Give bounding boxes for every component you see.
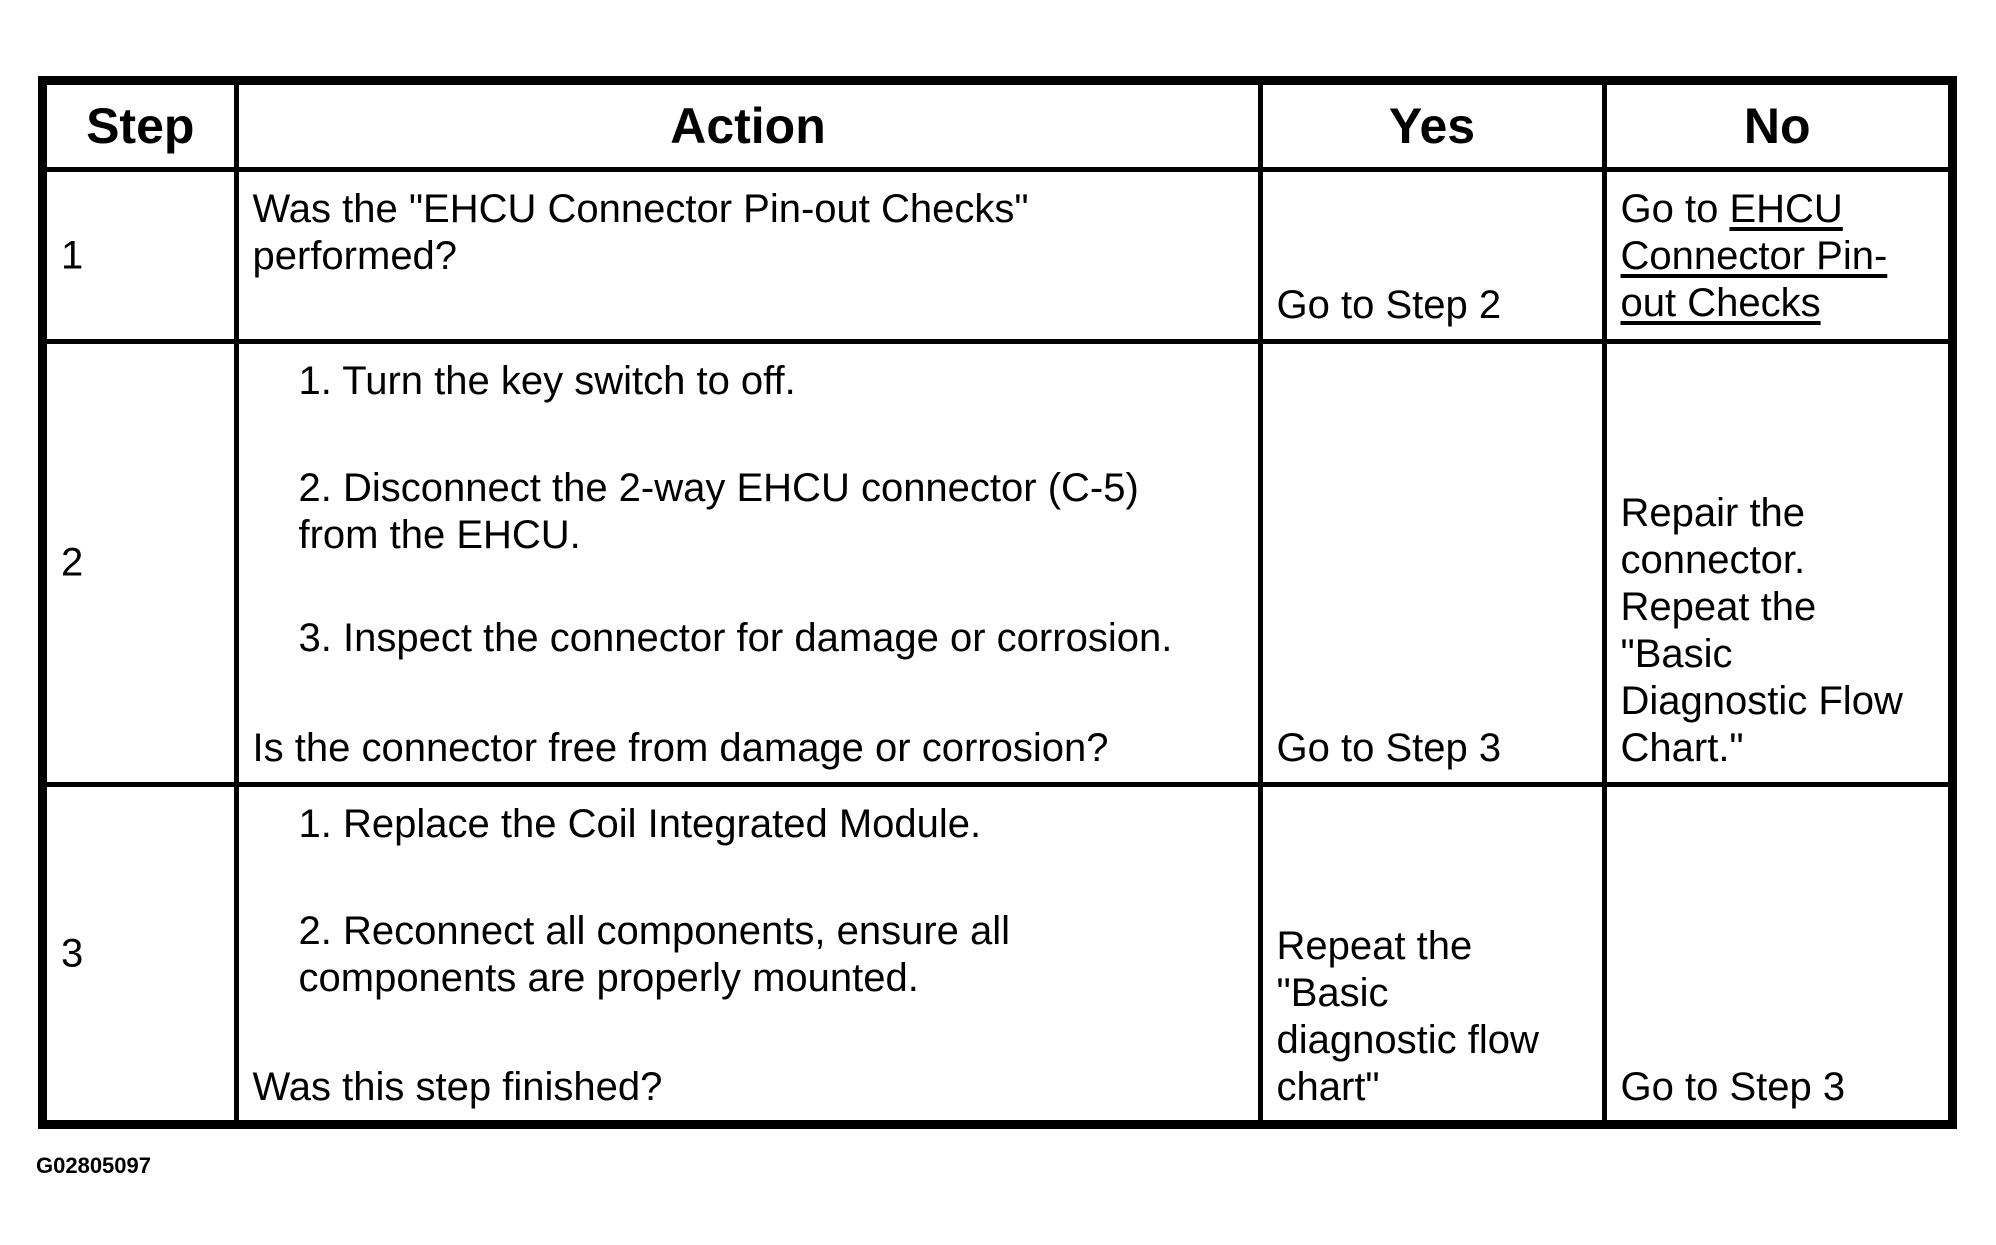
table-row-step-2	[47, 342, 1948, 785]
action-cell	[236, 342, 1260, 785]
ehcu-pinout-link[interactable]: EHCU	[1729, 187, 1843, 231]
action-question	[253, 186, 1250, 280]
table-row-step-3	[47, 785, 1948, 1121]
yes-line: "Basic	[1276, 970, 1389, 1015]
no-cell	[1604, 342, 1948, 785]
yes-line: Repeat the	[1276, 923, 1473, 968]
figure-id: G02805097	[36, 1153, 151, 1178]
substep-line: components are properly mounted.	[298, 956, 919, 1000]
yes-result	[1277, 923, 1594, 1111]
no-line: Chart."	[1620, 726, 1744, 770]
header-no: No	[1604, 85, 1948, 170]
substep-line: from the EHCU.	[298, 513, 581, 557]
substep-item	[299, 465, 1248, 559]
step-number: 2	[61, 540, 84, 585]
substep-line: 1. Replace the Coil Integrated Module.	[298, 802, 982, 846]
no-prefix: Go to	[1620, 187, 1719, 231]
header-step: Step	[47, 85, 236, 170]
yes-result: Go to Step 3	[1276, 726, 1502, 770]
diagnostic-table-frame	[38, 76, 1957, 1129]
action-content	[253, 358, 1248, 772]
no-result	[1621, 490, 1941, 772]
step-number: 3	[61, 931, 84, 976]
substep-item	[299, 908, 1248, 1002]
action-cell	[236, 170, 1260, 342]
ehcu-pinout-link-line-3[interactable]: out Checks	[1620, 281, 1821, 325]
header-row	[47, 85, 1948, 170]
no-cell	[1604, 785, 1948, 1121]
yes-line: diagnostic flow	[1276, 1017, 1539, 1062]
no-result: Go to Step 3	[1620, 1064, 1846, 1109]
yes-result: Go to Step 2	[1276, 283, 1502, 327]
no-line: "Basic	[1620, 632, 1733, 676]
action-question: Is the connector free from damage or corrosion?	[252, 726, 1109, 770]
no-line	[1621, 186, 1941, 233]
step-cell	[47, 170, 236, 342]
yes-cell	[1260, 342, 1604, 785]
action-question: Was this step finished?	[252, 1064, 663, 1109]
ehcu-pinout-link-line-2[interactable]: Connector Pin-	[1620, 234, 1888, 278]
yes-line: chart"	[1276, 1064, 1380, 1109]
step-cell	[47, 342, 236, 785]
no-cell	[1604, 170, 1948, 342]
substep-item	[299, 801, 1248, 848]
table-row-step-1	[47, 170, 1948, 342]
substep-line: 3. Inspect the connector for damage or corrosion.	[298, 616, 1173, 660]
substep-line: 2. Reconnect all components, ensure all	[298, 909, 1011, 953]
action-line: Was the "EHCU Connector Pin-out Checks"	[252, 187, 1029, 231]
no-line: Diagnostic Flow	[1620, 679, 1903, 723]
substep-line: 2. Disconnect the 2-way EHCU connector (C-5)	[298, 466, 1139, 510]
action-content	[253, 801, 1248, 1111]
action-cell	[236, 785, 1260, 1121]
header-action: Action	[236, 85, 1260, 170]
substep-item	[299, 358, 1248, 405]
step-number: 1	[61, 233, 84, 277]
yes-cell	[1260, 170, 1604, 342]
no-line: Repair the	[1620, 491, 1806, 535]
substep-line: 1. Turn the key switch to off.	[298, 359, 796, 403]
no-line: connector.	[1620, 538, 1806, 582]
substep-item	[299, 615, 1248, 662]
no-result	[1621, 186, 1941, 327]
action-line: performed?	[252, 234, 458, 278]
header-yes: Yes	[1260, 85, 1604, 170]
diagnostic-table	[47, 85, 1948, 1121]
no-line: Repeat the	[1620, 585, 1817, 629]
step-cell	[47, 785, 236, 1121]
yes-cell	[1260, 785, 1604, 1121]
